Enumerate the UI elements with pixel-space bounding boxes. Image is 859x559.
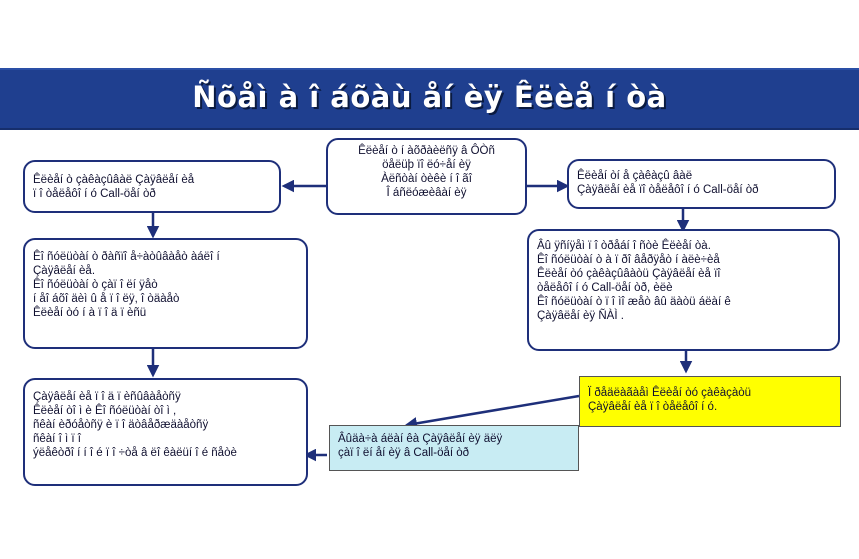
node-left-top: Êëèåí ò çàêàçûâàë Çàÿâëåí èå ï î òåëåôî í ó Call-öåí òð: [23, 160, 281, 213]
node-left-bottom: Çàÿâëåí èå ï î ä ï èñûâàåòñÿ Êëèåí òî ì è Êî ñóëüòàí òî ì , ñêàí èðóåòñÿ è ï î äòâåðæäàåòñÿ ñêàí î ì ï î ýëåêòðî í í î é ï î ÷òå â ëî êàëüí î é ñåòè: [23, 378, 308, 486]
node-start: Êëèåí ò í àõðàèëñÿ â ÔÒñ öåëüþ ïî ëó÷åí èÿ Àëñòàí òèêè í î ãî Î áñëóæèâàí èÿ: [326, 138, 527, 215]
page-title: Ñõåì à î áõàù åí èÿ Êëèå í òà: [192, 80, 667, 114]
node-left-mid: Êî ñóëüòàí ò ðàñïî å÷àòûâàåò àáëî í Çàÿâëåí èå. Êî ñóëüòàí ò çàï î ëí ÿåò í åî áõî äèì û å ï î ëÿ, î òäàåò Êëèåí òó í à ï î ä ï èñü: [23, 238, 308, 349]
node-right-top: Êëèåí òí å çàêàçû âàë Çàÿâëåí èå ïî òåëåôî í ó Call-öåí òð: [567, 159, 836, 209]
node-right-mid: Âû ÿñíÿåì ï î òðåáí î ñòè Êëèåí òà. Êî ñóëüòàí ò à ï ðî âåðÿåò í àëè÷èå Êëèåí òó çàêàçûâàòü Çàÿâëåí èå ïî òåëåôî í ó Call-öåí òð, èëè Êî ñóëüòàí ò ï î ìî æåò âû äàòü áëàí ê Çàÿâëåí èÿ ÑÀÌ .: [527, 229, 840, 351]
node-yellow: Ï ðåäëàãàåì Êëèåí òó çàêàçàòü Çàÿâëåí èå ï î òåëåôî í ó.: [579, 376, 841, 427]
arrow-yellow-to-cyan: [407, 396, 579, 425]
node-cyan: Âûäà÷à áëàí êà Çàÿâëåí èÿ äëÿ çàï î ëí åí èÿ â Call-öåí òð: [329, 425, 579, 471]
